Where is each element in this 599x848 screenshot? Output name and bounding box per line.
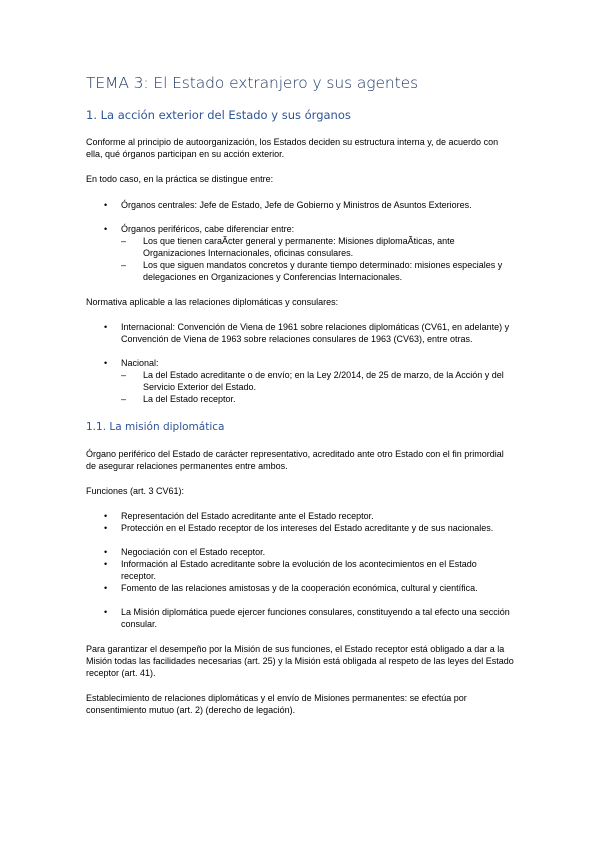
bullet: • (104, 559, 108, 569)
bullet: • (104, 547, 108, 557)
paragraph-funciones-label: Funciones (art. 3 CV61): (86, 486, 185, 496)
sub-list-item: La del Estado acreditante o de envío; en la Ley 2/2014, de 25 de marzo, de la Acción y del Servicio Exterior del Estado. (143, 370, 504, 392)
dash: – (121, 394, 127, 404)
bullet: • (104, 583, 108, 593)
list-item: Representación del Estado acreditante ante el Estado receptor. (121, 511, 374, 521)
dash: – (121, 370, 127, 380)
page-title: TEMA 3: El Estado extranjero y sus agentes (86, 74, 419, 92)
paragraph-definicion: Órgano periférico del Estado de carácter representativo, acreditado ante otro Estado con el fin primordial de asegurar relaciones permanentes entre ambos. (86, 449, 504, 471)
list-item: Nacional: (121, 358, 159, 368)
paragraph-garantizar: Para garantizar el desempeño por la Misión de sus funciones, el Estado receptor está obligado a dar a la Misión todas las facilidades necesarias (art. 25) y la Misión está obligada al respeto de las leyes del Estado receptor (art. 41). (86, 644, 514, 678)
list-item: Órganos centrales: Jefe de Estado, Jefe de Gobierno y Ministros de Asuntos Exteriores. (121, 200, 472, 210)
list-item: Internacional: Convención de Viena de 1961 sobre relaciones diplomáticas (CV61, en adelante) y Convención de Viena de 1963 sobre relaciones consulares de 1963 (CV63), entre otras. (121, 322, 510, 344)
list-item: Fomento de las relaciones amistosas y de la cooperación económica, cultural y científica. (121, 583, 478, 593)
subsection-heading: 1.1. La misión diplomática (86, 421, 225, 433)
bullet: • (104, 607, 108, 617)
bullet: • (104, 322, 108, 332)
list-item: Órganos periféricos, cabe diferenciar entre: (121, 224, 295, 234)
section-heading: 1. La acción exterior del Estado y sus órganos (86, 108, 351, 122)
paragraph-distingue: En todo caso, en la práctica se distingue entre: (86, 174, 274, 184)
list-item: Negociación con el Estado receptor. (121, 547, 266, 557)
bullet: • (104, 358, 108, 368)
dash: – (121, 260, 127, 270)
bullet: • (104, 224, 108, 234)
sub-list-item: La del Estado receptor. (143, 394, 236, 404)
sub-list-item: Los que siguen mandatos concretos y durante tiempo determinado: misiones especiales y delegaciones en Organizaciones y Conferencias Internacionales. (143, 260, 503, 282)
list-item: Protección en el Estado receptor de los intereses del Estado acreditante y de sus nacionales. (121, 523, 494, 533)
bullet: • (104, 523, 108, 533)
sub-list-item: Los que tienen caraÃcter general y permanente: Misiones diplomaÃticas, ante Organizaciones Internacionales, oficinas consulares. (143, 236, 455, 258)
paragraph-normativa: Normativa aplicable a las relaciones diplomáticas y consulares: (86, 297, 339, 307)
paragraph-establecimiento: Establecimiento de relaciones diplomáticas y el envío de Misiones permanentes: se efectúa por consentimiento mutuo (art. 2) (derecho de legación). (86, 693, 467, 715)
bullet: • (104, 511, 108, 521)
dash: – (121, 236, 127, 246)
list-item: La Misión diplomática puede ejercer funciones consulares, constituyendo a tal efecto una sección consular. (121, 607, 510, 629)
bullet: • (104, 200, 108, 210)
list-item: Información al Estado acreditante sobre la evolución de los acontecimientos en el Estado receptor. (121, 559, 477, 581)
paragraph-intro: Conforme al principio de autoorganización, los Estados deciden su estructura interna y, de acuerdo con ella, qué órganos participan en su acción exterior. (86, 137, 499, 159)
